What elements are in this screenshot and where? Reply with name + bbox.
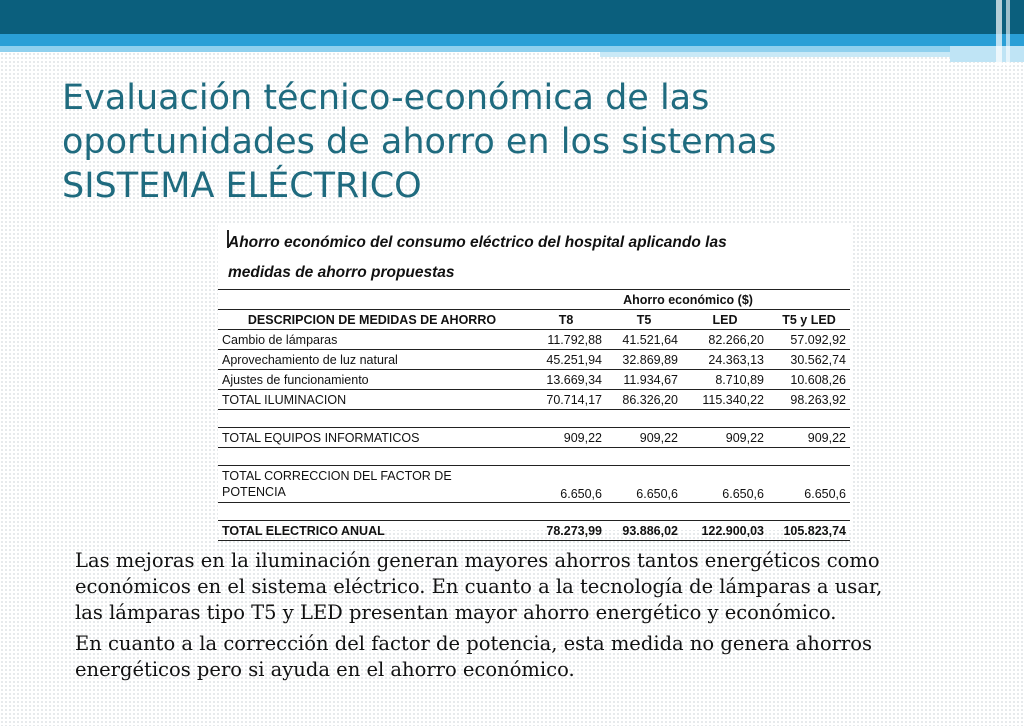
cell-t5: 93.886,02 — [622, 523, 678, 538]
cell-led: 115.340,22 — [702, 392, 764, 407]
table-row-total-correccion — [218, 466, 850, 503]
cell-desc: TOTAL ILUMINACION — [222, 392, 347, 407]
cell-t5led: 57.092,92 — [790, 332, 846, 347]
table-group-header: Ahorro económico ($) — [526, 290, 850, 310]
body-p1-line-3: las lámparas tipo T5 y LED presentan mayor ahorro energético y económico. — [75, 601, 837, 624]
table-row-total-iluminacion — [218, 390, 850, 410]
cell-t8: 45.251,94 — [546, 352, 602, 367]
table-row-total-equipos — [218, 428, 850, 448]
cell-t5: 32.869,89 — [622, 352, 678, 367]
header-band-blue — [0, 34, 1024, 46]
table-header-row — [218, 310, 850, 330]
cell-t5led: 909,22 — [807, 430, 846, 445]
cell-led: 909,22 — [725, 430, 764, 445]
cell-desc: Aprovechamiento de luz natural — [222, 352, 398, 367]
cell-desc: Ajustes de funcionamiento — [222, 372, 369, 387]
cell-desc — [218, 466, 526, 503]
cell-t5: 11.934,67 — [623, 372, 678, 387]
cell-desc-line-1: TOTAL CORRECCION DEL FACTOR DE — [222, 469, 452, 483]
col-header-t5led: T5 y LED — [768, 310, 850, 330]
col-header-led: LED — [682, 310, 768, 330]
body-p2-line-2: energéticos pero si ayuda en el ahorro económico. — [75, 658, 575, 681]
cell-desc-line-2: POTENCIA — [222, 485, 286, 499]
cell-t8: 70.714,17 — [546, 392, 602, 407]
cell-t5: 86.326,20 — [622, 392, 678, 407]
cell-t8: 909,22 — [563, 430, 602, 445]
slide-title — [62, 76, 962, 208]
cell-t8: 78.273,99 — [546, 523, 602, 538]
table-caption — [228, 228, 848, 288]
body-p1-line-1: Las mejoras en la iluminación generan mayores ahorros tantos energéticos como — [75, 549, 880, 572]
slide-title-line-2: oportunidades de ahorro en los sistemas — [62, 122, 777, 162]
slide-title-line-3: SISTEMA ELÉCTRICO — [62, 166, 422, 206]
body-paragraph-2 — [75, 631, 955, 683]
cell-led: 82.266,20 — [708, 332, 764, 347]
table-row — [218, 330, 850, 350]
cell-t5led: 105.823,74 — [783, 523, 846, 538]
slide-title-line-1: Evaluación técnico-económica de las — [62, 78, 710, 118]
table-row-total-anual — [218, 521, 850, 541]
body-paragraph-1 — [75, 548, 955, 626]
cell-led: 24.363,13 — [708, 352, 764, 367]
cell-led: 122.900,03 — [701, 523, 764, 538]
header-band-stripe — [996, 0, 1002, 66]
table-spacer-row — [218, 503, 850, 521]
body-p1-line-2: económicos en el sistema eléctrico. En cuanto a la tecnología de lámparas a usar, — [75, 575, 883, 598]
table-caption-line-2: medidas de ahorro propuestas — [228, 264, 455, 281]
cell-led: 6.650,6 — [722, 487, 764, 501]
table-spacer-row — [218, 410, 850, 428]
table-spacer-row — [218, 448, 850, 466]
cell-desc: Cambio de lámparas — [222, 332, 338, 347]
header-band-pale — [600, 52, 950, 57]
header-band-stripe-2 — [1006, 0, 1010, 66]
table-caption-line-1: Ahorro económico del consumo eléctrico del hospital aplicando las — [228, 234, 727, 251]
cell-t8: 13.669,34 — [546, 372, 602, 387]
table-group-header-row — [218, 290, 850, 310]
cell-t5led: 10.608,26 — [790, 372, 846, 387]
cell-led: 8.710,89 — [715, 372, 764, 387]
table-row — [218, 350, 850, 370]
cell-t8: 11.792,88 — [547, 332, 602, 347]
savings-table-image — [218, 224, 851, 538]
cell-t8: 6.650,6 — [560, 487, 602, 501]
savings-table — [218, 289, 850, 541]
cell-desc: TOTAL ELECTRICO ANUAL — [222, 523, 385, 538]
cell-t5led: 6.650,6 — [804, 487, 846, 501]
header-band-dark — [0, 0, 1024, 34]
col-header-t8: T8 — [526, 310, 606, 330]
header-band-corner — [950, 46, 1024, 62]
table-header-blank — [218, 290, 526, 310]
cell-t5: 41.521,64 — [622, 332, 678, 347]
table-row — [218, 370, 850, 390]
col-header-desc: DESCRIPCION DE MEDIDAS DE AHORRO — [218, 310, 526, 330]
cell-t5: 6.650,6 — [636, 487, 678, 501]
body-p2-line-1: En cuanto a la corrección del factor de potencia, esta medida no genera ahorros — [75, 632, 872, 655]
col-header-t5: T5 — [606, 310, 682, 330]
cell-desc: TOTAL EQUIPOS INFORMATICOS — [222, 430, 420, 445]
cell-t5led: 30.562,74 — [790, 352, 846, 367]
slide-body-text — [75, 548, 955, 688]
cell-t5led: 98.263,92 — [790, 392, 846, 407]
cell-t5: 909,22 — [639, 430, 678, 445]
